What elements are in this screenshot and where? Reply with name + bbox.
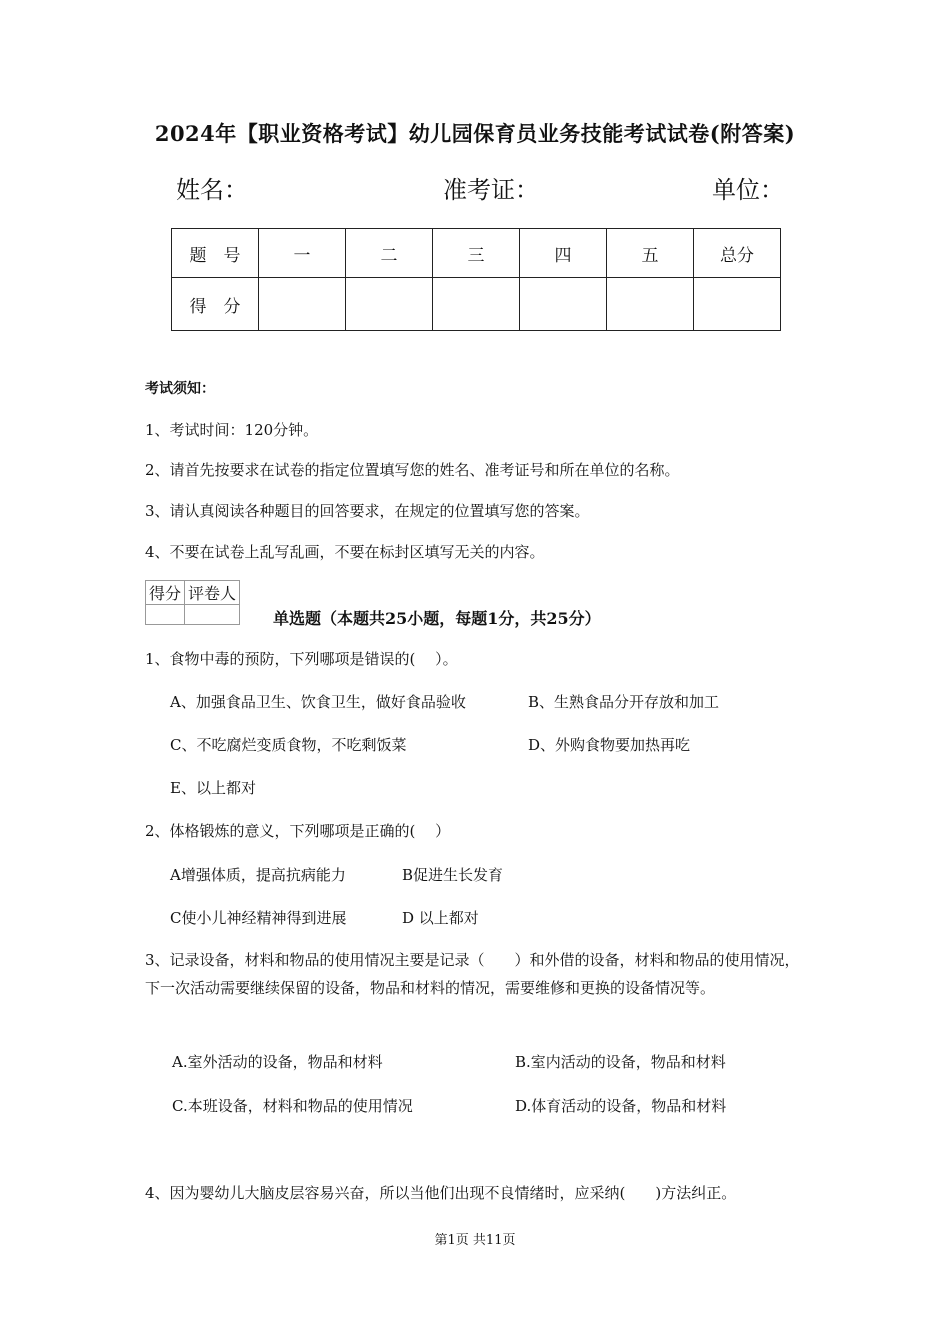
question-3-option-d: D.体育活动的设备，物品和材料 <box>515 1097 727 1115</box>
unit-label: 单位： <box>712 176 784 204</box>
question-2-option-b: B促进生长发育 <box>402 866 504 884</box>
score-header-total: 总分 <box>694 229 781 278</box>
score-header-2: 二 <box>346 229 433 278</box>
notice-item: 4、不要在试卷上乱写乱画，不要在标封区填写无关的内容。 <box>145 543 545 561</box>
score-cell-2 <box>346 278 433 331</box>
section-title: 单选题（本题共25小题，每题1分，共25分） <box>273 609 601 628</box>
question-3-option-c: C.本班设备，材料和物品的使用情况 <box>172 1097 413 1115</box>
question-4-stem: 4、因为婴幼儿大脑皮层容易兴奋，所以当他们出现不良情绪时，应采纳( )方法纠正。 <box>145 1184 737 1202</box>
grader-box <box>145 580 240 625</box>
question-3-option-a: A.室外活动的设备，物品和材料 <box>172 1053 383 1071</box>
score-cell-3 <box>433 278 520 331</box>
page-title: 2024年【职业资格考试】幼儿园保育员业务技能考试试卷(附答案) <box>154 121 796 146</box>
score-table <box>171 228 781 331</box>
question-2-stem: 2、体格锻炼的意义，下列哪项是正确的( ） <box>145 822 451 840</box>
question-2-option-c: C使小儿神经精神得到进展 <box>170 909 347 927</box>
score-cell-total <box>694 278 781 331</box>
grader-score-cell <box>146 605 185 625</box>
notice-item: 2、请首先按要求在试卷的指定位置填写您的姓名、准考证号和所在单位的名称。 <box>145 461 680 479</box>
score-header-4: 四 <box>520 229 607 278</box>
name-label: 姓名： <box>176 176 248 204</box>
grader-reviewer-cell <box>185 605 240 625</box>
notice-item: 3、请认真阅读各种题目的回答要求，在规定的位置填写您的答案。 <box>145 502 590 520</box>
score-cell-1 <box>259 278 346 331</box>
score-row-label: 得 分 <box>172 278 259 331</box>
score-header-1: 一 <box>259 229 346 278</box>
page-footer: 第1页 共11页 <box>434 1233 516 1248</box>
question-3-option-b: B.室内活动的设备，物品和材料 <box>515 1053 726 1071</box>
notice-heading: 考试须知： <box>145 381 215 397</box>
question-1-option-c: C、不吃腐烂变质食物，不吃剩饭菜 <box>170 736 407 754</box>
question-1-option-a: A、加强食品卫生、饮食卫生，做好食品验收 <box>170 693 466 711</box>
question-2-option-a: A增强体质，提高抗病能力 <box>170 866 346 884</box>
grader-reviewer-label: 评卷人 <box>185 581 240 605</box>
question-3-stem: 3、记录设备，材料和物品的使用情况主要是记录（ ）和外借的设备，材料和物品的使用情况，下一次活动需要继续保留的设备，物品和材料的情况，需要维修和更换的设备情况等。 <box>145 951 800 997</box>
score-header-label: 题 号 <box>172 229 259 278</box>
question-1-stem: 1、食物中毒的预防，下列哪项是错误的( ）。 <box>145 650 458 668</box>
score-header-5: 五 <box>607 229 694 278</box>
score-cell-4 <box>520 278 607 331</box>
notice-item: 1、考试时间：120分钟。 <box>145 421 319 439</box>
exam-id-label: 准考证： <box>443 176 539 204</box>
score-header-3: 三 <box>433 229 520 278</box>
grader-score-label: 得分 <box>146 581 185 605</box>
question-1-option-b: B、生熟食品分开存放和加工 <box>528 693 720 711</box>
question-1-option-e: E、以上都对 <box>170 779 256 797</box>
question-2-option-d: D 以上都对 <box>402 909 479 927</box>
question-1-option-d: D、外购食物要加热再吃 <box>528 736 691 754</box>
score-cell-5 <box>607 278 694 331</box>
